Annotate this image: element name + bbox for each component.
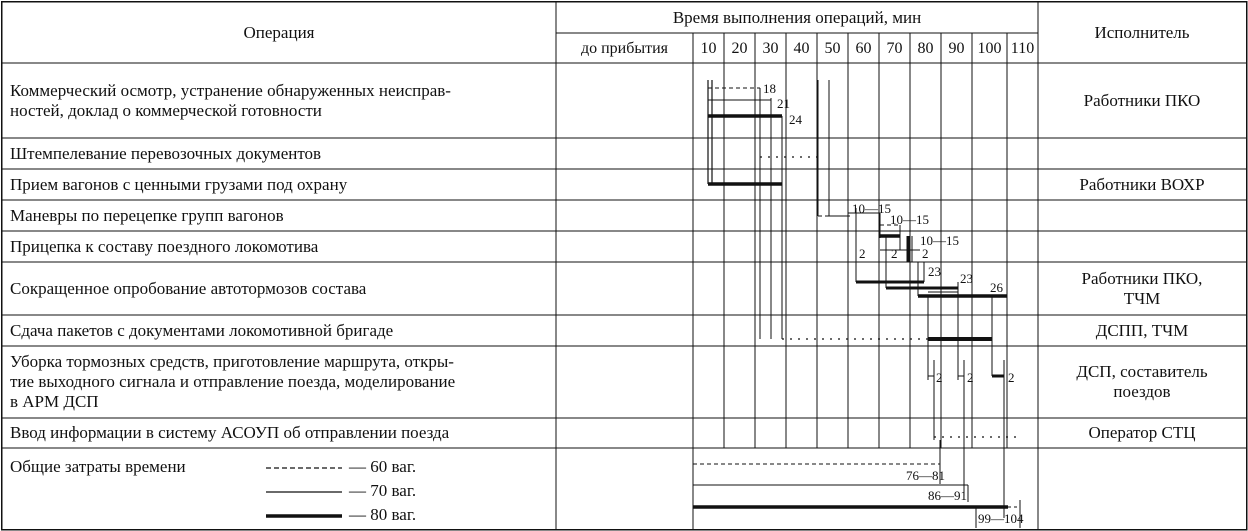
- executor-line: Работники ПКО,: [1081, 268, 1203, 288]
- operation-name: [10, 321, 393, 341]
- annotation: 23: [960, 271, 973, 286]
- executor-line: Работники ПКО: [1083, 90, 1201, 110]
- time-annotations: [763, 81, 1024, 526]
- operation-name: [10, 352, 455, 412]
- operation-name: [10, 423, 449, 443]
- operation-line: Прицепка к составу поездного локомотива: [10, 236, 319, 256]
- operation-line: Сдача пакетов с документами локомотивной бригаде: [10, 320, 394, 340]
- annotation: 2: [922, 246, 929, 261]
- time-tick-label: 30: [762, 40, 779, 57]
- operation-line: Коммерческий осмотр, устранение обнаруженных неисправ-: [10, 80, 451, 100]
- annotation: 21: [777, 96, 790, 111]
- annotation: 2: [936, 370, 943, 385]
- time-tick-label: 10: [700, 40, 717, 57]
- operation-name: [10, 279, 366, 299]
- operation-line: тие выходного сигнала и отправление поезда, моделирование: [10, 372, 456, 391]
- time-tick-label: 40: [793, 40, 810, 57]
- executor: [1038, 175, 1246, 195]
- operation-line: Сокращенное опробование автотормозов состава: [10, 278, 367, 298]
- operation-column-header: Операция: [243, 23, 315, 42]
- operation-line: ностей, доклад о коммерческой готовности: [10, 100, 322, 120]
- time-tick-label: 50: [824, 40, 841, 57]
- annotation: 2: [891, 246, 898, 261]
- executor: [1038, 423, 1246, 443]
- time-tick-label: 20: [731, 40, 748, 57]
- annotation: 2: [1008, 370, 1015, 385]
- executor: [1038, 321, 1246, 341]
- annotation: 10—15: [920, 233, 959, 248]
- before-arrival-header: до прибытия: [580, 40, 669, 57]
- operation-line: Штемпелевание перевозочных документов: [10, 143, 322, 163]
- annotation: 86—91: [928, 488, 967, 503]
- time-tick-label: 110: [1010, 40, 1035, 57]
- time-tick-label: 90: [948, 40, 965, 57]
- time-tick-label: 100: [977, 40, 1002, 57]
- executor-line: Оператор СТЦ: [1088, 423, 1196, 442]
- operation-line: Ввод информации в систему АСОУП об отправлении поезда: [10, 423, 450, 442]
- operation-line: Маневры по перецепке групп вагонов: [10, 205, 284, 225]
- operation-name: [10, 237, 318, 257]
- operation-line: Уборка тормозных средств, приготовление маршрута, откры-: [10, 352, 454, 371]
- total-time-label: Общие затраты времени: [10, 457, 186, 476]
- annotation: 99—104: [978, 511, 1024, 526]
- operation-name: [10, 175, 347, 195]
- annotation: 18: [763, 81, 776, 96]
- legend-70-wagons: — 70 ваг.: [349, 481, 417, 500]
- executor: [1038, 362, 1246, 402]
- executor-line: поездов: [1113, 382, 1171, 401]
- executor-column-header: Исполнитель: [1094, 23, 1190, 42]
- executor-line: ДСП, составитель: [1076, 362, 1208, 381]
- executor: [1038, 269, 1246, 309]
- annotation: 23: [928, 264, 941, 279]
- executor: [1038, 91, 1246, 111]
- annotation: 10—15: [890, 212, 929, 227]
- annotation: 2: [967, 370, 974, 385]
- time-tick-label: 80: [917, 40, 934, 57]
- time-tick-label: 70: [886, 40, 903, 57]
- legend-60-wagons: — 60 ваг.: [349, 457, 417, 476]
- annotation: 10—15: [852, 201, 891, 216]
- operation-name: [10, 206, 284, 226]
- operation-name: [10, 81, 451, 121]
- time-column-header: Время выполнения операций, мин: [672, 8, 922, 27]
- time-tick-label: 60: [855, 40, 872, 57]
- executor-line: ДСПП, ТЧМ: [1095, 320, 1189, 340]
- executor-line: ТЧМ: [1123, 288, 1161, 308]
- operation-name: [10, 144, 321, 164]
- operation-line: в АРМ ДСП: [10, 392, 99, 411]
- annotation: 76—81: [906, 468, 945, 483]
- annotation: 24: [789, 112, 802, 127]
- legend-80-wagons: — 80 ваг.: [349, 505, 417, 524]
- executor-line: Работники ВОХР: [1079, 174, 1205, 194]
- annotation: 26: [990, 280, 1003, 295]
- annotation: 2: [859, 246, 866, 261]
- operation-line: Прием вагонов с ценными грузами под охрану: [10, 174, 348, 194]
